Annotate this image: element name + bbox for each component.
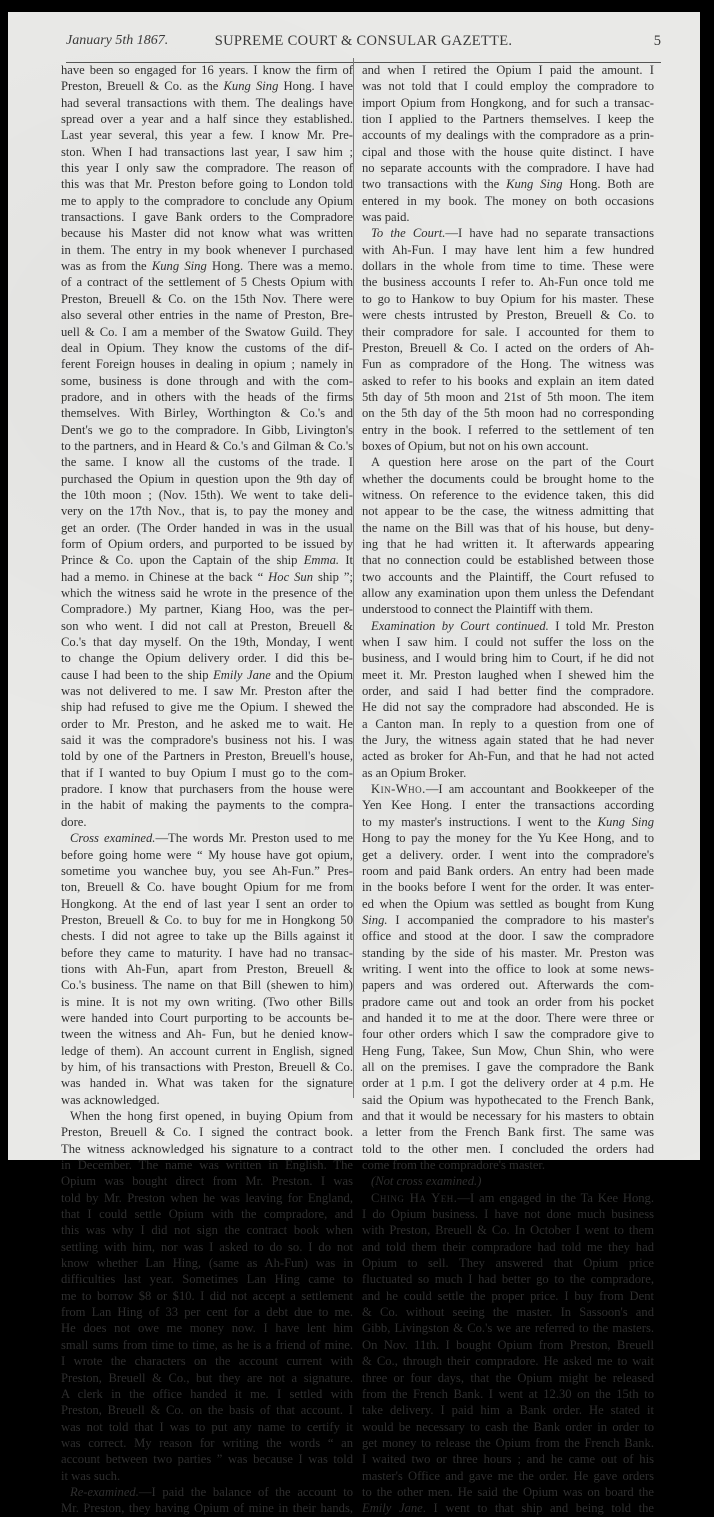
text-line: writing. I went into the office to look at some news- (362, 961, 654, 976)
text-line: the 10th moon ; (Nov. 15th). We went to take deli- (61, 487, 353, 502)
text-line: to my master's instructions. I went to the Kung Sing (362, 814, 654, 829)
text-line: was acknowledged. (61, 1092, 160, 1107)
text-line: that no connection could be established between those (362, 553, 654, 568)
text-line: had a memo. in Chinese at the back “ Hoc Sun ship ”; (61, 569, 353, 584)
text-line: Cross examined.—The words Mr. Preston used to me (70, 831, 353, 846)
text-line: I waited two or three hours ; and he came out of his (362, 1452, 654, 1467)
text-line: difficulties last year. Sometimes Lan Hing came to (61, 1272, 353, 1287)
text-line: dollars in the whole from time to time. These were (362, 259, 654, 274)
text-line: accounts of my dealings with the compradore as a prin- (362, 128, 654, 143)
text-line: two accounts and the Plaintiff, the Court refused to (362, 569, 654, 584)
text-line: form of Opium orders, and purported to be issued by (61, 536, 353, 551)
text-line: get an order. (The Order handed in was in the usual (61, 520, 353, 535)
text-line: Hong to pay the money for the Yu Kee Hong, and to (362, 831, 654, 846)
text-line: to go to Hankow to buy Opium for his master. These (362, 291, 654, 306)
text-line: (Not cross examined.) (371, 1174, 482, 1189)
right-column (362, 62, 654, 1517)
text-line: & Co., through their compradore. He asked me to wait (362, 1354, 654, 1369)
text-line: this was that Mr. Preston before going to London told (61, 177, 353, 192)
text-line: with Ah-Fun. I may have lent him a few hundred (362, 242, 654, 257)
text-line: told by one of the Partners in Preston, Breuell's house, (61, 749, 353, 764)
text-line: three or four days, that the Opium might be released (362, 1370, 654, 1385)
text-line: Sing. I accompanied the compradore to his master's (362, 912, 654, 927)
text-line: of a contract of the settlement of 5 Chests Opium with (61, 275, 353, 290)
text-line: in December. The name was written in English. The (61, 1158, 353, 1173)
text-line: dore. (61, 814, 87, 829)
text-line: meet it. Mr. Preston laughed when I shewed him the (362, 667, 654, 682)
text-line: was correct. My reason for writing the words “ an (61, 1435, 353, 1450)
text-line: the business accounts I refer to. Ah-Fun once told me (362, 275, 654, 290)
text-line: very on the 17th Nov., that is, to pay the money and (61, 504, 353, 519)
text-line: ferent Foreign houses in dealing in opium ; namely in (61, 357, 353, 372)
text-line: the name on the Bill was that of his house, but deny- (362, 520, 654, 535)
text-line: Emily Jane. I went to that ship and being told the (362, 1501, 655, 1516)
text-line: the Jury, the witness again stated that he had never (362, 733, 654, 748)
page-header (66, 33, 661, 53)
text-line: was not delivered to me. I saw Mr. Preston after the (61, 684, 353, 699)
text-line: take delivery. I paid him a Bank order. He stated it (362, 1403, 654, 1418)
text-line: and told them their compradore had told me they had (362, 1239, 654, 1254)
text-line: in the books before I went for the order. It was enter- (362, 880, 654, 895)
text-line: Opium to sell. They answered that Opium price (362, 1256, 654, 1271)
text-line: spread over a year and a half since they established. (61, 112, 353, 127)
text-line: before they came to maturity. I have had no transac- (61, 945, 353, 960)
text-line: asked to refer to his books and explain an item dated (362, 373, 654, 388)
text-line: A clerk in the office handed it me. I settled with (61, 1386, 353, 1401)
text-line: entry in the book. I referred to the settlement of ten (362, 422, 654, 437)
text-line: He does not owe me money now. I have lent him (61, 1321, 353, 1336)
text-line: order to Mr. Preston, and he asked me to wait. He (61, 716, 353, 731)
text-line: in the habit of making the payments to the compra- (61, 798, 353, 813)
text-line: Opium was bought direct from Mr. Preston. I was (61, 1174, 353, 1189)
text-line: When the hong first opened, in buying Opium from (70, 1109, 353, 1123)
text-line: was handed in. What was taken for the signature (61, 1076, 353, 1091)
text-line: On Nov. 11th. I bought Opium from Preston, Breuell (362, 1337, 654, 1352)
text-line: this year I only saw the compradore. The reason of (61, 161, 353, 176)
text-line: import Opium from Hongkong, and for such a transac- (362, 95, 654, 110)
text-line: ston. When I had transactions last year, I saw him ; (61, 144, 353, 159)
text-line: ed when the Opium was settled as bought from Kung (362, 896, 654, 911)
text-line: standing by the side of his master. Mr. Preston was (362, 945, 654, 960)
text-line: were handed into Court purporting to be accounts be- (61, 1010, 353, 1025)
text-line: sometime you wanchee buy, you see Ah-Fun.” Pres- (61, 863, 353, 878)
text-line: purchased the Opium in question upon the 9th day of (61, 471, 353, 486)
text-line: ing that he had written it. It afterwards appearing (362, 536, 654, 551)
column-divider (353, 58, 354, 1098)
text-line: Last year several, this year a few. I know Mr. Pre- (61, 128, 353, 143)
text-line: ledge of them). An account current in English, signed (61, 1043, 353, 1058)
text-line: to change the Opium delivery order. I did this be- (61, 651, 353, 666)
text-line: Preston, Breuell & Co. to buy for me in Hongkong 50 (61, 912, 353, 927)
text-line: account between two parties ” was because I was told (61, 1452, 353, 1467)
text-line: which the witness said he wrote in the presence of the (61, 586, 353, 600)
text-line: as an Opium Broker. (362, 765, 467, 780)
text-line: He did not say the compradore had absconded. He is (362, 700, 654, 715)
text-line: the same. I know all the customs of the trade. I (61, 455, 353, 470)
text-line: transactions. I gave Bank orders to the Compradore (61, 210, 353, 225)
text-line: because his Master did not know what was written (61, 226, 353, 241)
text-line: Examination by Court continued. I told Mr. Preston (371, 618, 654, 633)
text-line: was not told that I was to put any name to certify it (61, 1419, 353, 1434)
text-line: a Canton man. In reply to a question from one of (362, 716, 654, 731)
text-line: know whether Lan Hing, (same as Ah-Fun) was in (61, 1256, 353, 1271)
text-line: Hongkong. At the end of last year I sent an order to (61, 896, 353, 911)
text-line: was not told that I could employ the compradore to (362, 79, 654, 94)
text-line: to the partners, and in Heard & Co.'s and Gilman & Co.'s (61, 438, 353, 453)
text-line: Re-examined.—I paid the balance of the account to (70, 1484, 353, 1499)
text-line: is mine. It is not my own writing. (Two other Bills (61, 994, 353, 1009)
text-line: come from the compradore's master. (362, 1158, 546, 1173)
text-line: it was such. (61, 1468, 121, 1483)
text-line: tion I applied to the Partners themselves. I keep the (362, 112, 654, 127)
text-line: ship had refused to give me the Opium. I shewed the (61, 700, 353, 715)
text-line: Preston, Breuell & Co. I signed the contract book. (61, 1125, 353, 1140)
text-line: with Preston, Breuell & Co. In October I went to them (362, 1223, 654, 1238)
text-line: a letter from the French Bank first. The same was (362, 1125, 654, 1140)
text-line: by him, of his transactions with Preston, Breuell & Co. (61, 1059, 353, 1074)
text-line: order, and said I had better find the compradore. (362, 684, 654, 699)
issue-date: January 5th 1867. (66, 33, 169, 48)
text-line: understood to connect the Plaintiff with them. (362, 602, 593, 617)
text-line: Mr. Preston, they having Opium of mine in their hands, (61, 1501, 353, 1516)
text-line: pradore. I know that purchasers from the house were (61, 782, 353, 797)
text-line: Yen Kee Hong. I enter the transactions according (362, 798, 654, 813)
text-line: Kin-Who.—I am accountant and Bookkeeper of the (371, 782, 654, 797)
text-line: from the French Bank. I went at 12.30 on the 15th to (362, 1386, 654, 1401)
text-line: Dent's we go to the compradore. In Gibb, Livington's (61, 422, 353, 437)
text-line: A question here arose on the part of the Court (371, 455, 654, 470)
text-line: tween the witness and Ah- Fun, but he denied know- (61, 1027, 353, 1042)
text-line: that if I wanted to buy Opium I must go to the com- (61, 765, 353, 780)
text-line: some, business is done through and with the com- (61, 373, 353, 388)
text-line: would be necessary to cash the Bank order in order to (362, 1419, 654, 1434)
text-line: To the Court.—I have had no separate transactions (371, 226, 655, 241)
text-line: and he could settle the proper price. I buy from Dent (362, 1288, 654, 1303)
text-line: me to apply to the compradore to conclude any Opium (61, 193, 353, 208)
text-line: and that it would be necessary for his masters to obtain (362, 1109, 654, 1123)
text-line: allow any examination upon them unless the Defendant (362, 586, 654, 600)
text-line: that I could settle Opium with the compradore, and (61, 1207, 353, 1222)
text-line: was paid. (362, 210, 410, 225)
text-line: I wrote the characters on the account current with (61, 1354, 353, 1369)
text-line: on the 5th day of the 5th moon had no corresponding (362, 406, 654, 421)
text-line: this was why I did not sign the contract book when (61, 1223, 353, 1238)
text-line: me to borrow $8 or $10. I did not accept a settlement (61, 1288, 353, 1303)
text-line: Heng Fung, Takee, Sun Mow, Chun Shin, who were (362, 1043, 654, 1058)
text-line: told by Mr. Preston when he was leaving for England, (61, 1190, 353, 1205)
text-line: fluctuated so much I had better go to the compradore, (362, 1272, 654, 1287)
text-line: acted as broker for Ah-Fun, and that he had not acted (362, 749, 654, 764)
text-line: get a delivery. order. I went into the compradore's (362, 847, 654, 862)
text-line: said it was the compradore's business not his. I was (61, 733, 353, 748)
text-line: Gibb, Livingston & Co.'s we are referred to the masters. (362, 1321, 654, 1336)
text-line: pradore, and in others with the heads of the firms (61, 389, 353, 404)
text-line: Preston, Breuell & Co., but they are not a signature. (61, 1370, 353, 1385)
text-line: no separate accounts with the compradore. I have had (362, 161, 654, 176)
text-line: was as from the Kung Sing Hong. There was a memo. (61, 259, 353, 274)
text-line: all on the premises. I gave the compradore the Bank (362, 1059, 654, 1074)
text-line: The witness acknowledged his signature to a contract (61, 1141, 353, 1156)
text-line: room and paid Bank orders. An entry had been made (362, 863, 654, 878)
left-column (61, 62, 353, 1517)
text-line: & Co. without seeing the master. In Sassoon's and (362, 1305, 654, 1320)
text-line: Co.'s business. The name on that Bill (shewen to him) (61, 978, 353, 993)
text-line: Preston, Breuell & Co. as the Kung Sing Hong. I have (61, 79, 353, 94)
text-line: Co.'s that day myself. On the 19th, Monday, I went (61, 635, 353, 650)
text-line: two transactions with the Kung Sing Hong. Both are (362, 177, 654, 192)
text-line: son who went. I did not call at Preston, Breuell & (61, 618, 353, 633)
text-line: not appear to be the case, the witness admitting that (362, 504, 654, 519)
text-line: small sums from time to time, as he is a friend of mine. (61, 1337, 353, 1352)
text-line: four other orders which I saw the compradore give to (362, 1027, 654, 1042)
text-line: master's Office and gave me the order. He gave orders (362, 1468, 654, 1483)
text-line: have been so engaged for 16 years. I know the firm of (61, 63, 353, 77)
text-line: Ching Ha Yeh.—I am engaged in the Ta Kee Hong. (371, 1190, 655, 1205)
text-line: had several transactions with them. The dealings have (61, 95, 353, 110)
text-line: chests. I did not agree to take up the Bills against it (61, 929, 353, 944)
text-line: Compradore.) My partner, Kiang Hoo, was the per- (61, 602, 353, 617)
text-line: in them. The entry in my book whenever I purchased (61, 242, 353, 257)
text-line: papers and was ordered out. Afterwards the com- (362, 978, 654, 993)
text-line: cause I had been to the ship Emily Jane and the Opium (61, 667, 353, 682)
text-line: cipal and those with the house quite distinct. I have (362, 144, 654, 159)
text-line: Preston, Breuell & Co. on the 15th Nov. There were (61, 291, 353, 306)
text-line: before going home were “ My house have got opium, (61, 847, 353, 862)
text-line: and when I retired the Opium I paid the amount. I (362, 63, 654, 77)
text-line: themselves. With Birley, Worthington & Co.'s and (61, 406, 353, 421)
text-line: also several other entries in the name of Preston, Bre- (61, 308, 353, 323)
text-line: whether the documents could be brought home to the (362, 471, 654, 486)
text-line: when I saw him. I could not suffer the loss on the (362, 635, 654, 650)
text-line: Fun as compradore of the Hong. The witness was (362, 357, 654, 372)
text-line: get money to release the Opium from the French Bank. (362, 1435, 654, 1450)
text-line: were chests intrusted by Preston, Breuell & Co. to (362, 308, 654, 323)
text-line: deal in Opium. They know the customs of the dif- (61, 340, 353, 355)
text-line: office and stood at the door. I saw the compradore (362, 929, 654, 944)
text-line: and handed it to me at the door. There were three or (362, 1010, 654, 1025)
text-line: uell & Co. I am a member of the Swatow Guild. They (61, 324, 353, 339)
text-line: I do Opium business. I have not done much business (362, 1207, 654, 1222)
publication-title: SUPREME COURT & CONSULAR GAZETTE. (214, 33, 513, 49)
page-number: 5 (653, 33, 661, 49)
text-line: 5th day of 5th moon and 21st of 5th moon. The item (362, 389, 654, 404)
text-line: tions with Ah-Fun, apart from Preston, Breuell & (61, 961, 353, 976)
text-line: Preston, Breuell & Co. I acted on the orders of Ah- (362, 340, 654, 355)
text-line: their compradore for sale. I accounted for them to (362, 324, 654, 339)
text-line: entered in my book. The money on both occasions (362, 193, 654, 208)
text-line: settling with him, nor was I asked to do so. I do not (61, 1239, 353, 1254)
text-line: ton, Breuell & Co. have bought Opium for me from (61, 880, 353, 895)
text-line: order at 1 p.m. I got the delivery order at 4 p.m. He (362, 1076, 654, 1091)
text-line: from Lan Hing of 33 per cent for a debt due to me. (61, 1305, 353, 1320)
text-line: pradore came out and took an order from his pocket (362, 994, 654, 1009)
text-line: to the other men. He said the Opium was on board the (362, 1484, 654, 1499)
text-line: business, and I would bring him to Court, if he did not (362, 651, 654, 666)
text-line: Prince & Co. upon the Captain of the ship Emma. It (61, 553, 354, 568)
text-line: told to the other men. I concluded the orders had (362, 1141, 654, 1156)
text-line: witness. On reference to the evidence taken, this did (362, 487, 654, 502)
text-line: boxes of Opium, but not on his own account. (362, 438, 589, 453)
text-line: Preston, Breuell & Co. on the basis of that account. I (61, 1403, 353, 1418)
text-line: said the Opium was hypothecated to the French Bank, (362, 1092, 654, 1107)
